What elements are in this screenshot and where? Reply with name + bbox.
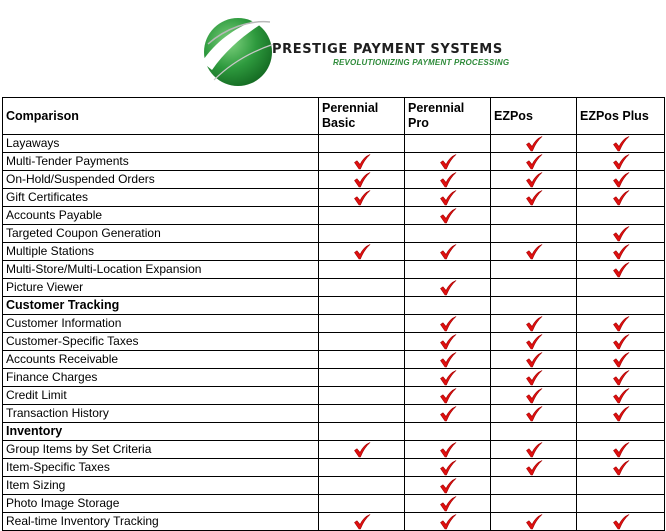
cell-ezpos-plus	[577, 153, 665, 171]
cell-perennial-pro	[405, 171, 491, 189]
cell-perennial-basic	[319, 243, 405, 261]
cell-ezpos	[491, 261, 577, 279]
cell-perennial-pro	[405, 513, 491, 531]
section-header-row	[3, 297, 665, 315]
red-checkmark-icon	[439, 208, 457, 224]
red-checkmark-icon	[439, 172, 457, 188]
red-checkmark-icon	[612, 460, 630, 476]
feature-label: Finance Charges	[3, 369, 319, 387]
red-checkmark-icon	[439, 244, 457, 260]
red-checkmark-icon	[439, 478, 457, 494]
cell-ezpos	[491, 171, 577, 189]
red-checkmark-icon	[525, 172, 543, 188]
table-row	[3, 135, 665, 153]
column-header-ezpos-plus: EZPos Plus	[577, 98, 665, 135]
red-checkmark-icon	[439, 406, 457, 422]
cell-perennial-pro	[405, 441, 491, 459]
red-checkmark-icon	[353, 442, 371, 458]
column-header-perennial-basic: Perennial Basic	[319, 98, 405, 135]
table-row	[3, 387, 665, 405]
cell-ezpos-plus	[577, 243, 665, 261]
cell-perennial-pro	[405, 261, 491, 279]
cell-perennial-pro	[405, 153, 491, 171]
cell-perennial-pro	[405, 387, 491, 405]
cell-perennial-pro	[405, 297, 491, 315]
cell-ezpos	[491, 513, 577, 531]
cell-ezpos-plus	[577, 369, 665, 387]
table-row	[3, 477, 665, 495]
red-checkmark-icon	[439, 496, 457, 512]
cell-ezpos	[491, 243, 577, 261]
cell-perennial-pro	[405, 459, 491, 477]
cell-perennial-pro	[405, 225, 491, 243]
cell-perennial-basic	[319, 405, 405, 423]
cell-ezpos	[491, 135, 577, 153]
red-checkmark-icon	[439, 460, 457, 476]
cell-ezpos	[491, 441, 577, 459]
cell-ezpos	[491, 333, 577, 351]
feature-label: Group Items by Set Criteria	[3, 441, 319, 459]
comparison-table	[2, 97, 665, 531]
red-checkmark-icon	[525, 316, 543, 332]
cell-perennial-pro	[405, 423, 491, 441]
feature-label: Layaways	[3, 135, 319, 153]
red-checkmark-icon	[612, 388, 630, 404]
cell-ezpos-plus	[577, 261, 665, 279]
cell-perennial-pro	[405, 135, 491, 153]
cell-ezpos-plus	[577, 333, 665, 351]
red-checkmark-icon	[525, 352, 543, 368]
feature-label: Targeted Coupon Generation	[3, 225, 319, 243]
feature-label: Photo Image Storage	[3, 495, 319, 513]
cell-ezpos-plus	[577, 441, 665, 459]
feature-label: Customer Information	[3, 315, 319, 333]
feature-label: Accounts Payable	[3, 207, 319, 225]
red-checkmark-icon	[525, 136, 543, 152]
cell-perennial-basic	[319, 297, 405, 315]
cell-perennial-pro	[405, 351, 491, 369]
feature-label: Multiple Stations	[3, 243, 319, 261]
red-checkmark-icon	[525, 514, 543, 530]
cell-perennial-pro	[405, 477, 491, 495]
table-row	[3, 495, 665, 513]
red-checkmark-icon	[612, 226, 630, 242]
feature-label: Accounts Receivable	[3, 351, 319, 369]
cell-ezpos	[491, 459, 577, 477]
feature-label: Multi-Store/Multi-Location Expansion	[3, 261, 319, 279]
table-row	[3, 405, 665, 423]
table-row	[3, 189, 665, 207]
cell-ezpos-plus	[577, 459, 665, 477]
feature-label: Gift Certificates	[3, 189, 319, 207]
cell-ezpos-plus	[577, 297, 665, 315]
red-checkmark-icon	[439, 352, 457, 368]
cell-perennial-basic	[319, 495, 405, 513]
red-checkmark-icon	[612, 190, 630, 206]
company-logo	[200, 4, 510, 92]
cell-perennial-basic	[319, 369, 405, 387]
section-label: Inventory	[3, 423, 319, 441]
cell-ezpos	[491, 405, 577, 423]
globe-logo-icon	[200, 4, 280, 92]
red-checkmark-icon	[353, 172, 371, 188]
column-header-comparison: Comparison	[3, 98, 319, 135]
cell-perennial-pro	[405, 189, 491, 207]
table-row	[3, 351, 665, 369]
cell-perennial-basic	[319, 423, 405, 441]
cell-ezpos-plus	[577, 135, 665, 153]
cell-perennial-basic	[319, 225, 405, 243]
cell-ezpos-plus	[577, 495, 665, 513]
red-checkmark-icon	[525, 442, 543, 458]
cell-perennial-pro	[405, 279, 491, 297]
section-label: Customer Tracking	[3, 297, 319, 315]
feature-label: Credit Limit	[3, 387, 319, 405]
cell-perennial-basic	[319, 513, 405, 531]
cell-ezpos	[491, 495, 577, 513]
table-row	[3, 207, 665, 225]
red-checkmark-icon	[525, 244, 543, 260]
table-row	[3, 315, 665, 333]
cell-perennial-basic	[319, 207, 405, 225]
cell-perennial-pro	[405, 333, 491, 351]
cell-perennial-pro	[405, 369, 491, 387]
cell-perennial-basic	[319, 333, 405, 351]
cell-perennial-basic	[319, 351, 405, 369]
table-row	[3, 243, 665, 261]
cell-perennial-basic	[319, 477, 405, 495]
cell-perennial-pro	[405, 243, 491, 261]
red-checkmark-icon	[353, 190, 371, 206]
cell-ezpos	[491, 153, 577, 171]
red-checkmark-icon	[439, 442, 457, 458]
cell-perennial-basic	[319, 261, 405, 279]
cell-perennial-basic	[319, 189, 405, 207]
red-checkmark-icon	[612, 514, 630, 530]
red-checkmark-icon	[612, 244, 630, 260]
column-header-ezpos: EZPos	[491, 98, 577, 135]
table-row	[3, 369, 665, 387]
cell-ezpos-plus	[577, 279, 665, 297]
cell-ezpos	[491, 477, 577, 495]
table-header-row	[3, 98, 665, 135]
cell-ezpos	[491, 189, 577, 207]
red-checkmark-icon	[439, 388, 457, 404]
table-row	[3, 459, 665, 477]
red-checkmark-icon	[612, 262, 630, 278]
cell-ezpos-plus	[577, 189, 665, 207]
cell-perennial-basic	[319, 279, 405, 297]
feature-label: Item Sizing	[3, 477, 319, 495]
cell-perennial-basic	[319, 441, 405, 459]
cell-ezpos-plus	[577, 207, 665, 225]
cell-perennial-basic	[319, 387, 405, 405]
cell-ezpos-plus	[577, 405, 665, 423]
red-checkmark-icon	[525, 460, 543, 476]
cell-ezpos	[491, 207, 577, 225]
cell-ezpos-plus	[577, 171, 665, 189]
cell-perennial-pro	[405, 315, 491, 333]
feature-label: On-Hold/Suspended Orders	[3, 171, 319, 189]
table-row	[3, 261, 665, 279]
red-checkmark-icon	[525, 334, 543, 350]
red-checkmark-icon	[439, 280, 457, 296]
red-checkmark-icon	[612, 316, 630, 332]
table-row	[3, 333, 665, 351]
red-checkmark-icon	[439, 514, 457, 530]
cell-perennial-pro	[405, 495, 491, 513]
feature-label: Multi-Tender Payments	[3, 153, 319, 171]
cell-perennial-basic	[319, 153, 405, 171]
section-header-row	[3, 423, 665, 441]
logo-tagline: REVOLUTIONIZING PAYMENT PROCESSING	[333, 58, 510, 67]
cell-ezpos-plus	[577, 351, 665, 369]
red-checkmark-icon	[353, 244, 371, 260]
table-row	[3, 225, 665, 243]
red-checkmark-icon	[612, 370, 630, 386]
cell-ezpos-plus	[577, 225, 665, 243]
red-checkmark-icon	[612, 442, 630, 458]
red-checkmark-icon	[612, 172, 630, 188]
red-checkmark-icon	[525, 370, 543, 386]
cell-ezpos-plus	[577, 315, 665, 333]
cell-ezpos	[491, 387, 577, 405]
red-checkmark-icon	[525, 388, 543, 404]
cell-ezpos-plus	[577, 387, 665, 405]
red-checkmark-icon	[612, 136, 630, 152]
cell-perennial-pro	[405, 405, 491, 423]
cell-perennial-pro	[405, 207, 491, 225]
red-checkmark-icon	[439, 370, 457, 386]
feature-label: Real-time Inventory Tracking	[3, 513, 319, 531]
red-checkmark-icon	[525, 154, 543, 170]
feature-label: Customer-Specific Taxes	[3, 333, 319, 351]
red-checkmark-icon	[612, 352, 630, 368]
cell-ezpos	[491, 315, 577, 333]
cell-ezpos-plus	[577, 513, 665, 531]
red-checkmark-icon	[612, 334, 630, 350]
cell-ezpos	[491, 279, 577, 297]
cell-ezpos	[491, 225, 577, 243]
table-row	[3, 441, 665, 459]
feature-label: Picture Viewer	[3, 279, 319, 297]
table-row	[3, 513, 665, 531]
cell-perennial-basic	[319, 459, 405, 477]
cell-ezpos	[491, 369, 577, 387]
cell-perennial-basic	[319, 171, 405, 189]
feature-label: Item-Specific Taxes	[3, 459, 319, 477]
red-checkmark-icon	[612, 406, 630, 422]
red-checkmark-icon	[439, 334, 457, 350]
table-row	[3, 171, 665, 189]
table-row	[3, 153, 665, 171]
cell-ezpos	[491, 297, 577, 315]
feature-label: Transaction History	[3, 405, 319, 423]
red-checkmark-icon	[439, 316, 457, 332]
red-checkmark-icon	[353, 514, 371, 530]
column-header-perennial-pro: Perennial Pro	[405, 98, 491, 135]
red-checkmark-icon	[525, 190, 543, 206]
cell-ezpos-plus	[577, 423, 665, 441]
table-row	[3, 279, 665, 297]
red-checkmark-icon	[353, 154, 371, 170]
red-checkmark-icon	[439, 190, 457, 206]
red-checkmark-icon	[439, 154, 457, 170]
cell-ezpos	[491, 351, 577, 369]
red-checkmark-icon	[525, 406, 543, 422]
cell-ezpos	[491, 423, 577, 441]
red-checkmark-icon	[612, 154, 630, 170]
cell-ezpos-plus	[577, 477, 665, 495]
cell-perennial-basic	[319, 135, 405, 153]
cell-perennial-basic	[319, 315, 405, 333]
logo-company-name: PRESTIGE PAYMENT SYSTEMS	[272, 42, 503, 57]
